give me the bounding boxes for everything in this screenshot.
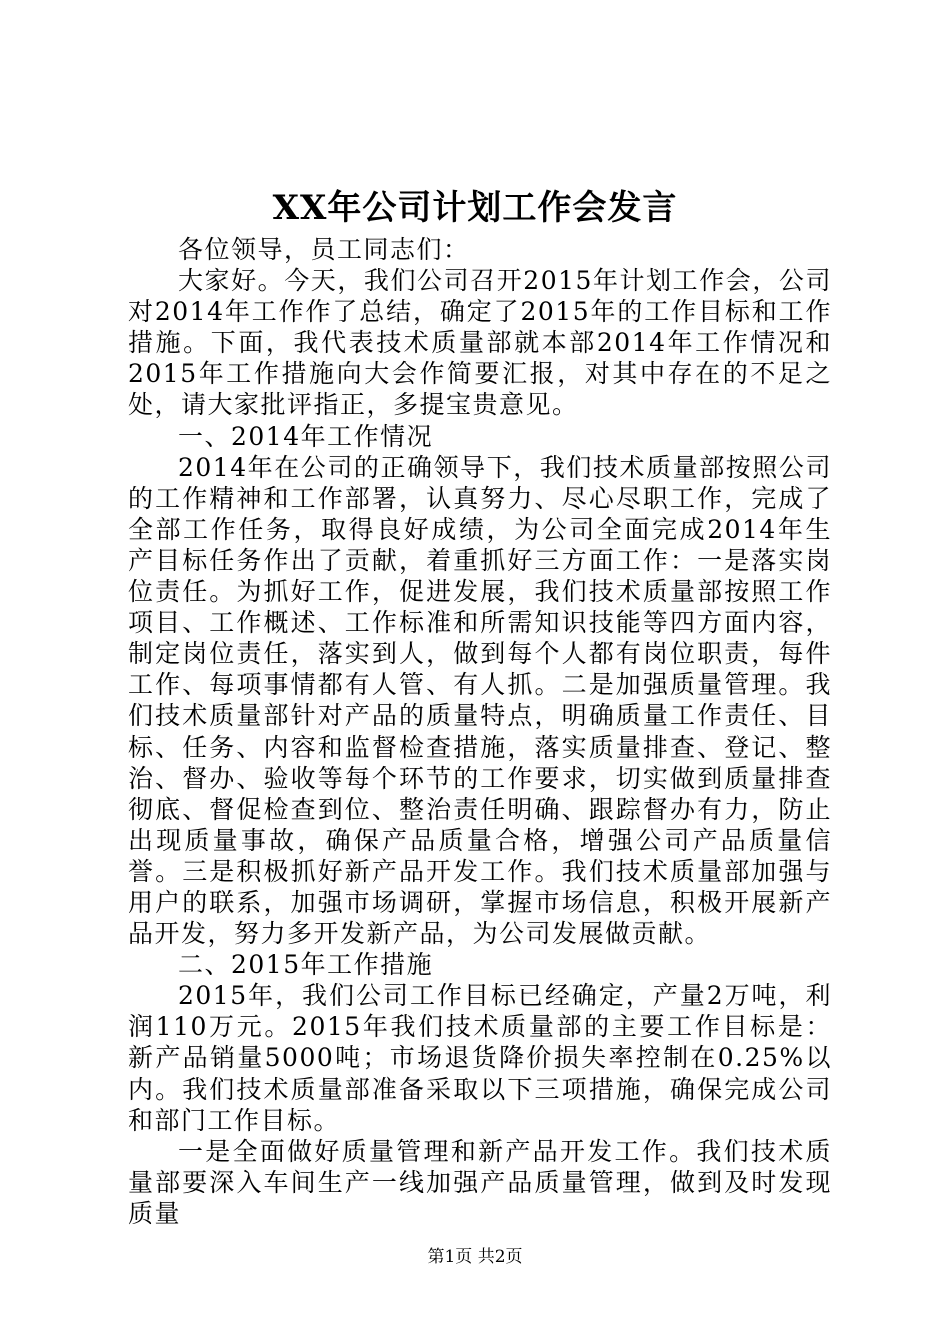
salutation-paragraph: 各位领导，员工同志们： (178, 235, 470, 264)
intro-paragraph: 大家好。今天，我们公司召开2015年计划工作会，公司对2014年工作作了总结，确定了2015年的工作目标和工作措施。下面，我代表技术质量部就本部2014年工作情况和2015年工作措施向大会作简要汇报，对其中存在的不足之处，请大家批评指正，多提宝贵意见。 (128, 266, 832, 420)
section-heading-2014: 一、2014年工作情况 (178, 421, 434, 451)
work-summary-paragraph: 2014年在公司的正确领导下，我们技术质量部按照公司的工作精神和工作部署，认真努力、尽心尽职工作，完成了全部工作任务，取得良好成绩，为公司全面完成2014年生产目标任务作出了贡献，着重抓好三方面工作：一是落实岗位责任。为抓好工作，促进发展，我们技术质量部按照工作项目、工作概述、工作标准和所需知识技能等四方面内容，制定岗位责任，落实到人，做到每个人都有岗位职责，每件工作、每项事情都有人管、有人抓。二是加强质量管理。我们技术质量部针对产品的质量特点，明确质量工作责任、目标、任务、内容和监督检查措施，落实质量排查、登记、整治、督办、验收等每个环节的工作要求，切实做到质量排查彻底、督促检查到位、整治责任明确、跟踪督办有力，防止出现质量事故，确保产品质量合格，增强公司产品质量信誉。三是积极抓好新产品开发工作。我们技术质量部加强与用户的联系，加强市场调研，掌握市场信息，积极开展新产品开发，努力多开发新产品，为公司发展做贡献。 (128, 452, 832, 949)
targets-paragraph: 2015年，我们公司工作目标已经确定，产量2万吨，利润110万元。2015年我们技术质量部的主要工作目标是：新产品销量5000吨；市场退货降价损失率控制在0.25%以内。我们技术质量部准备采取以下三项措施，确保完成公司和部门工作目标。 (128, 981, 832, 1135)
page-footer: 第1页 共2页 (427, 1247, 523, 1267)
measure-one-paragraph: 一是全面做好质量管理和新产品开发工作。我们技术质量部要深入车间生产一线加强产品质量管理，做到及时发现质量 (128, 1136, 832, 1228)
document-title: XX年公司计划工作会发言 (272, 188, 678, 228)
section-heading-2015: 二、2015年工作措施 (178, 950, 434, 980)
document-body (128, 234, 832, 1229)
